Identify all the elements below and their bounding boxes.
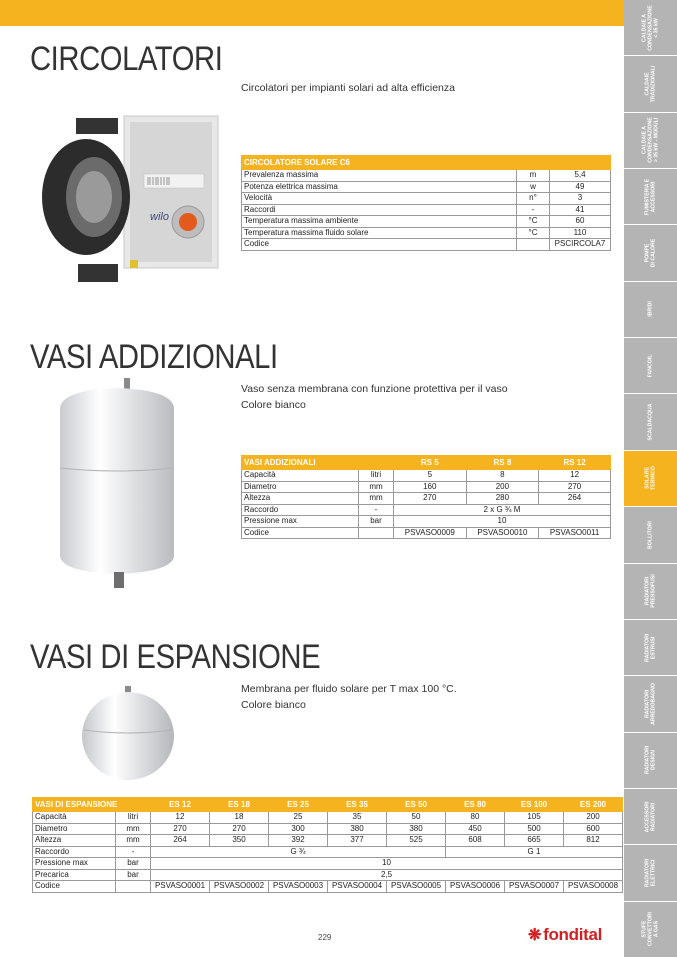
model-header: ES 200 <box>564 798 623 812</box>
circulator-pump-image <box>36 112 222 292</box>
cell-value: 105 <box>505 812 564 824</box>
row-unit: litri <box>359 470 394 482</box>
sidebar-tab-label: CALDAIE TRADIZIONALI <box>644 65 657 103</box>
sidebar-tab-label: RADIATORI DESIGN <box>644 746 657 775</box>
row-label: Capacità <box>33 812 116 824</box>
sidebar-tab-label: BOLLITORI <box>647 520 654 549</box>
model-header: ES 35 <box>328 798 387 812</box>
sidebar-tab-label: SOLARE TERMICO <box>644 466 657 491</box>
table-row <box>242 204 611 216</box>
sidebar-tab[interactable] <box>624 225 677 281</box>
model-header: ES 50 <box>387 798 446 812</box>
row-label: Codice <box>242 239 517 251</box>
sidebar-tab-label: CALDAIE A CONDENSAZIONE > 35 kW - MODULI <box>641 117 660 164</box>
row-label: Raccordi <box>242 204 517 216</box>
model-header: ES 100 <box>505 798 564 812</box>
row-label: Velocità <box>242 193 517 205</box>
row-unit: bar <box>116 869 151 881</box>
model-header: ES 18 <box>210 798 269 812</box>
cell-value: PSVASO0010 <box>466 527 539 539</box>
cell-value: PSVASO0008 <box>564 881 623 893</box>
sidebar-tab-label: RADIATORI PRESSOFUSI <box>644 574 657 608</box>
cell-value: 350 <box>210 835 269 847</box>
sidebar-tab-label: RADIATORI ARREDOBAGNO <box>644 683 657 725</box>
row-unit: w <box>517 181 550 193</box>
cell-value: PSVASO0005 <box>387 881 446 893</box>
sidebar-tab[interactable] <box>624 902 677 958</box>
row-value: 41 <box>550 204 611 216</box>
sidebar-tab-label: RADIATORI ELETTRICI <box>644 858 657 888</box>
description-line: Colore bianco <box>241 399 306 411</box>
model-header: RS 12 <box>539 456 611 470</box>
sidebar-tab[interactable] <box>624 676 677 732</box>
cell-value: 264 <box>539 493 611 505</box>
row-unit: m <box>517 170 550 182</box>
table-row <box>242 181 611 193</box>
sidebar-tab[interactable] <box>624 845 677 901</box>
cell-value: 270 <box>539 481 611 493</box>
vasi-addizionali-table <box>241 455 611 539</box>
cell-value: 5 <box>394 470 467 482</box>
cell-value: 450 <box>446 823 505 835</box>
cell-value: PSVASO0003 <box>269 881 328 893</box>
table-header-row <box>33 798 623 812</box>
sidebar-tab-label: FANCOIL <box>647 354 654 378</box>
sidebar-tab[interactable] <box>624 56 677 112</box>
cell-value: 380 <box>328 823 387 835</box>
table-row <box>242 239 611 251</box>
circolatori-description: Circolatori per impianti solari ad alta efficienza <box>241 82 455 94</box>
additional-vessel-image <box>52 378 182 588</box>
table-header: VASI ADDIZIONALI <box>242 456 394 470</box>
table-row <box>242 516 611 528</box>
expansion-vessel-image <box>78 686 178 786</box>
sidebar-tab-label: IBRIDI <box>647 301 654 318</box>
row-label: Potenza elettrica massima <box>242 181 517 193</box>
sidebar-tab-label: ACCESSORI RADIATORI <box>644 801 657 833</box>
row-value: PSCIRCOLA7 <box>550 239 611 251</box>
sidebar-tab[interactable] <box>624 507 677 563</box>
row-value: 3 <box>550 193 611 205</box>
sidebar-tab[interactable] <box>624 282 677 338</box>
cell-value: 35 <box>328 812 387 824</box>
table-row <box>33 869 623 881</box>
row-unit: mm <box>116 823 151 835</box>
cell-value: 608 <box>446 835 505 847</box>
row-label: Temperatura massima ambiente <box>242 216 517 228</box>
cell-value: 264 <box>151 835 210 847</box>
table-row <box>242 481 611 493</box>
table-header: VASI DI ESPANSIONE <box>33 798 151 812</box>
cell-value: PSVASO0009 <box>394 527 467 539</box>
circolatore-spec-table <box>241 155 611 251</box>
sidebar-tab-label: STUFE CONVETTORI A GAS <box>641 912 660 947</box>
cell-value: G 1 <box>446 846 623 858</box>
table-row <box>242 227 611 239</box>
row-unit <box>517 239 550 251</box>
row-value: 60 <box>550 216 611 228</box>
table-row <box>33 835 623 847</box>
row-unit <box>359 527 394 539</box>
cell-value: 2,5 <box>151 869 623 881</box>
cell-value: 300 <box>269 823 328 835</box>
cell-value: PSVASO0007 <box>505 881 564 893</box>
pump-brand-text: wilo <box>150 211 169 223</box>
cell-value: 12 <box>151 812 210 824</box>
cell-value: G ¾ <box>151 846 446 858</box>
sidebar-tab[interactable] <box>624 789 677 845</box>
sidebar-tab[interactable] <box>624 620 677 676</box>
row-unit: bar <box>359 516 394 528</box>
row-label: Pressione max <box>33 858 116 870</box>
row-value: 49 <box>550 181 611 193</box>
table-row <box>242 193 611 205</box>
model-header: ES 25 <box>269 798 328 812</box>
description-line: Colore bianco <box>241 699 306 711</box>
sidebar-nav <box>624 0 677 958</box>
flower-icon: ❋ <box>528 927 542 944</box>
cell-value: PSVASO0011 <box>539 527 611 539</box>
sidebar-tab[interactable] <box>624 113 677 169</box>
cell-value: PSVASO0001 <box>151 881 210 893</box>
table-row <box>242 504 611 516</box>
cell-value: 200 <box>564 812 623 824</box>
cell-value: 80 <box>446 812 505 824</box>
sidebar-tab-label: RADIATORI ESTRUSI <box>644 633 657 662</box>
sidebar-tab-label: CALDAIE A CONDENSAZIONE < 35 kW <box>641 4 660 51</box>
cell-value: 12 <box>539 470 611 482</box>
row-unit <box>116 881 151 893</box>
cell-value: 812 <box>564 835 623 847</box>
cell-value: 377 <box>328 835 387 847</box>
cell-value: 10 <box>394 516 611 528</box>
table-row <box>33 823 623 835</box>
row-unit: bar <box>116 858 151 870</box>
row-unit: mm <box>359 493 394 505</box>
cell-value: 200 <box>466 481 539 493</box>
row-label: Diametro <box>242 481 359 493</box>
sidebar-tab-label: FUMISTERIA E ACCESSORI <box>644 178 657 215</box>
section-title-circolatori: CIRCOLATORI <box>30 40 223 78</box>
row-label: Codice <box>33 881 116 893</box>
row-unit: °C <box>517 216 550 228</box>
table-row <box>242 470 611 482</box>
cell-value: 380 <box>387 823 446 835</box>
row-unit: - <box>116 846 151 858</box>
vasi-espansione-table <box>32 797 623 893</box>
model-header: RS 5 <box>394 456 467 470</box>
table-header: CIRCOLATORE SOLARE C6 <box>242 156 611 170</box>
model-header: ES 12 <box>151 798 210 812</box>
sidebar-tab[interactable] <box>624 394 677 450</box>
row-value: 110 <box>550 227 611 239</box>
table-header-row <box>242 156 611 170</box>
table-row <box>242 216 611 228</box>
cell-value: 18 <box>210 812 269 824</box>
section-title-vasi-espansione: VASI DI ESPANSIONE <box>30 638 321 676</box>
cell-value: 270 <box>151 823 210 835</box>
cell-value: PSVASO0006 <box>446 881 505 893</box>
page-number: 229 <box>318 933 332 942</box>
table-row <box>242 170 611 182</box>
cell-value: 10 <box>151 858 623 870</box>
row-unit: mm <box>359 481 394 493</box>
vasi-espansione-description <box>241 681 457 713</box>
sidebar-tab[interactable] <box>624 338 677 394</box>
sidebar-tab-label: SCALDACQUA <box>647 403 654 441</box>
sidebar-tab[interactable] <box>624 169 677 225</box>
cell-value: 270 <box>394 493 467 505</box>
vasi-addizionali-description <box>241 381 508 413</box>
cell-value: 665 <box>505 835 564 847</box>
row-label: Prevalenza massima <box>242 170 517 182</box>
row-label: Pressione max <box>242 516 359 528</box>
sidebar-tab[interactable] <box>624 733 677 789</box>
cell-value: PSVASO0004 <box>328 881 387 893</box>
section-title-vasi-addizionali: VASI ADDIZIONALI <box>30 338 278 376</box>
sidebar-tab[interactable] <box>624 451 677 507</box>
row-unit: - <box>359 504 394 516</box>
top-accent-bar <box>0 0 624 26</box>
brand-logo <box>528 925 602 945</box>
brand-name: fondital <box>543 925 603 944</box>
description-line: Membrana per fluido solare per T max 100 °C. <box>241 683 457 695</box>
row-label: Temperatura massima fluido solare <box>242 227 517 239</box>
row-label: Raccordo <box>242 504 359 516</box>
cell-value: 392 <box>269 835 328 847</box>
row-unit: - <box>517 204 550 216</box>
cell-value: PSVASO0002 <box>210 881 269 893</box>
cell-value: 50 <box>387 812 446 824</box>
cell-value: 600 <box>564 823 623 835</box>
row-unit: °C <box>517 227 550 239</box>
cell-value: 280 <box>466 493 539 505</box>
table-header-row <box>242 456 611 470</box>
row-label: Altezza <box>33 835 116 847</box>
cell-value: 25 <box>269 812 328 824</box>
row-unit: litri <box>116 812 151 824</box>
row-unit: mm <box>116 835 151 847</box>
cell-value: 160 <box>394 481 467 493</box>
model-header: ES 80 <box>446 798 505 812</box>
cell-value: 525 <box>387 835 446 847</box>
row-label: Precarica <box>33 869 116 881</box>
row-label: Codice <box>242 527 359 539</box>
table-row <box>242 527 611 539</box>
cell-value: 2 x G ¾ M <box>394 504 611 516</box>
cell-value: 270 <box>210 823 269 835</box>
row-label: Diametro <box>33 823 116 835</box>
row-unit: n° <box>517 193 550 205</box>
cell-value: 500 <box>505 823 564 835</box>
sidebar-tab[interactable] <box>624 0 677 56</box>
sidebar-tab[interactable] <box>624 564 677 620</box>
model-header: RS 8 <box>466 456 539 470</box>
table-row <box>33 812 623 824</box>
description-line: Vaso senza membrana con funzione protettiva per il vaso <box>241 383 508 395</box>
row-label: Altezza <box>242 493 359 505</box>
table-row <box>33 881 623 893</box>
sidebar-tab-label: POMPE DI CALORE <box>644 238 657 268</box>
table-row <box>33 858 623 870</box>
cell-value: 8 <box>466 470 539 482</box>
table-row <box>242 493 611 505</box>
row-label: Raccordo <box>33 846 116 858</box>
row-label: Capacità <box>242 470 359 482</box>
table-row <box>33 846 623 858</box>
row-value: 5,4 <box>550 170 611 182</box>
